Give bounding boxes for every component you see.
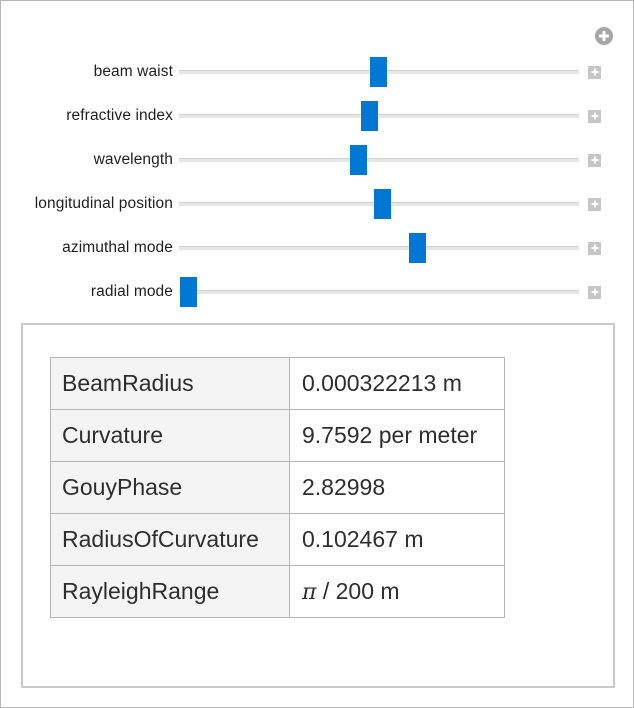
slider-row (11, 270, 634, 314)
slider-thumb[interactable] (350, 145, 367, 175)
table-row (51, 410, 505, 462)
slider-row (11, 138, 634, 182)
table-row (51, 566, 505, 618)
slider-label: longitudinal position (34, 195, 173, 212)
property-value-cell: 2.82998 (290, 462, 505, 514)
slider-expand-plus-icon[interactable] (588, 198, 601, 211)
results-table (50, 357, 505, 618)
slider-label: beam waist (93, 63, 173, 80)
slider-expand-plus-icon[interactable] (588, 242, 601, 255)
slider-expand-plus-icon[interactable] (588, 110, 601, 123)
slider-expand-plus-icon[interactable] (588, 154, 601, 167)
table-row (51, 462, 505, 514)
property-value-cell: 0.000322213 m (290, 358, 505, 410)
slider-label: wavelength (93, 151, 173, 168)
property-name-cell: RadiusOfCurvature (51, 514, 290, 566)
slider-label: radial mode (90, 283, 173, 300)
property-value-cell: 0.102467 m (290, 514, 505, 566)
slider-track[interactable] (179, 114, 579, 118)
table-row (51, 514, 505, 566)
property-name-cell: Curvature (51, 410, 290, 462)
results-panel (21, 323, 615, 688)
slider-controls (1, 1, 634, 314)
property-name-cell: RayleighRange (51, 566, 290, 618)
slider-thumb[interactable] (370, 57, 387, 87)
slider-thumb[interactable] (180, 277, 197, 307)
property-name-cell: GouyPhase (51, 462, 290, 514)
slider-track[interactable] (179, 158, 579, 162)
slider-label: refractive index (66, 107, 173, 124)
slider-expand-plus-icon[interactable] (588, 66, 601, 79)
property-value-cell: 9.7592 per meter (290, 410, 505, 462)
slider-row (11, 50, 634, 94)
slider-thumb[interactable] (361, 101, 378, 131)
slider-thumb[interactable] (374, 189, 391, 219)
slider-expand-plus-icon[interactable] (588, 286, 601, 299)
slider-label: azimuthal mode (62, 239, 173, 256)
table-row (51, 358, 505, 410)
slider-track[interactable] (179, 202, 579, 206)
pi-symbol: π (302, 580, 317, 605)
property-name-cell: BeamRadius (51, 358, 290, 410)
property-value-cell: π / 200 m (290, 566, 505, 618)
slider-thumb[interactable] (409, 233, 426, 263)
slider-track[interactable] (179, 70, 579, 74)
slider-track[interactable] (179, 246, 579, 250)
slider-row (11, 182, 634, 226)
slider-row (11, 94, 634, 138)
slider-track[interactable] (179, 290, 579, 294)
slider-row (11, 226, 634, 270)
